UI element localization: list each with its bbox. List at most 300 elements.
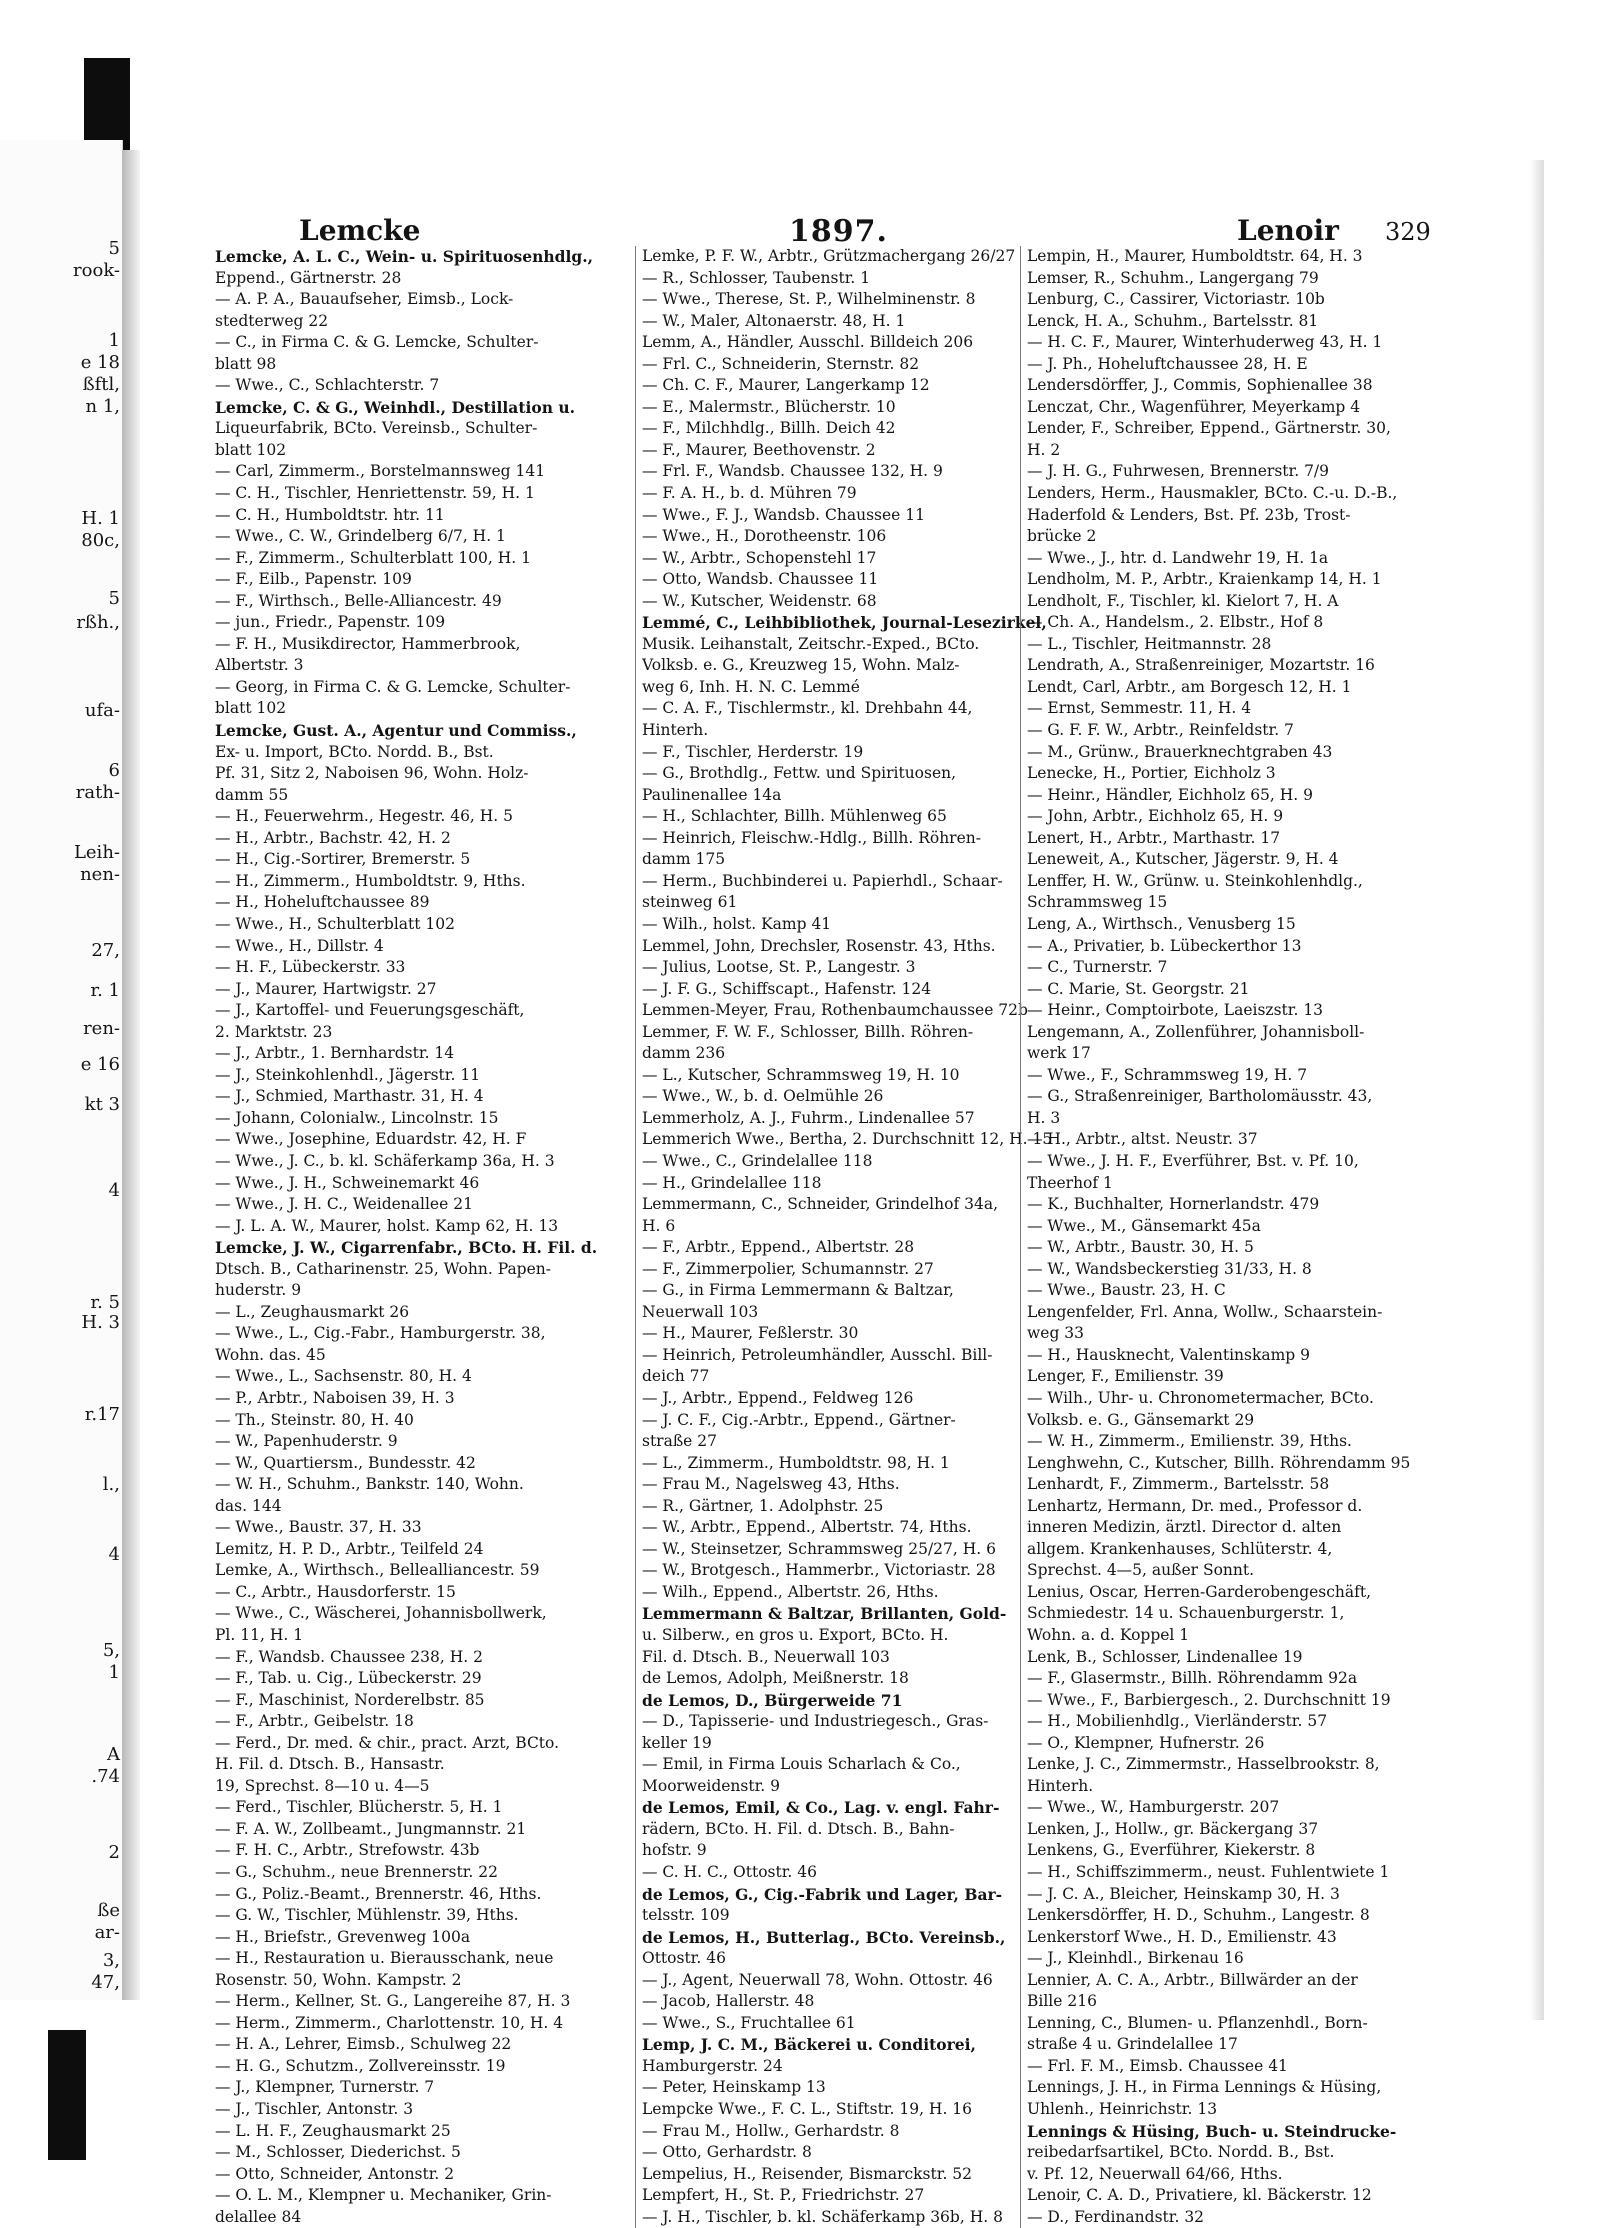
directory-entry: Lennier, A. C. A., Arbtr., Billwärder an der [1027, 1970, 1358, 1989]
directory-entry: — J., Klempner, Turnerstr. 7 [215, 2078, 435, 2097]
directory-entry: — J. L. A. W., Maurer, holst. Kamp 62, H. 13 [215, 1216, 559, 1235]
previous-page-fragment: 27, [91, 940, 120, 961]
directory-entry: H. Fil. d. Dtsch. B., Hansastr. [215, 1755, 445, 1774]
previous-page-fragment: ufa- [84, 700, 120, 721]
directory-entry: Lemmé, C., Leihbibliothek, Journal-Lesezirkel, [642, 613, 1047, 633]
directory-entry: Lenck, H. A., Schuhm., Bartelsstr. 81 [1027, 311, 1319, 330]
previous-page-fragment: 1 [108, 1662, 120, 1683]
directory-entry: Volksb. e. G., Kreuzweg 15, Wohn. Malz- [642, 656, 960, 675]
directory-entry: Lemke, A., Wirthsch., Bellealliancestr. 59 [215, 1561, 540, 1580]
directory-entry: — Wwe., F. J., Wandsb. Chaussee 11 [642, 505, 925, 524]
directory-entry: Lemmen-Meyer, Frau, Rothenbaumchaussee 72b [642, 1001, 1028, 1020]
directory-entry: Lenders, Herm., Hausmakler, BCto. C.-u. D.-B., [1027, 484, 1398, 503]
directory-entry: — F., Milchhdlg., Billh. Deich 42 [642, 419, 896, 438]
directory-entry: — Wwe., Baustr. 37, H. 33 [215, 1518, 422, 1537]
directory-entry: — H., Briefstr., Grevenweg 100a [215, 1927, 471, 1946]
directory-entry: — Wwe., H., Dorotheenstr. 106 [642, 527, 887, 546]
directory-entry: Volksb. e. G., Gänsemarkt 29 [1027, 1410, 1255, 1429]
previous-page-fragment: 5 [108, 588, 120, 609]
directory-entry: — Wwe., J. H. C., Weidenallee 21 [215, 1195, 473, 1214]
directory-entry: — Heinr., Comptoirbote, Laeiszstr. 13 [1027, 1001, 1324, 1020]
directory-entry: — D., Ferdinandstr. 32 [1027, 2207, 1205, 2226]
directory-entry: — Wwe., C., Schlachterstr. 7 [215, 376, 440, 395]
directory-entry: — F. A. W., Zollbeamt., Jungmannstr. 21 [215, 1819, 527, 1838]
directory-entry: — J. C. A., Bleicher, Heinskamp 30, H. 3 [1027, 1884, 1340, 1903]
directory-entry: Lemke, P. F. W., Arbtr., Grützmachergang 26/27 [642, 247, 1016, 265]
directory-entry: — J., Kleinhdl., Birkenau 16 [1027, 1949, 1244, 1968]
directory-entry: Leng, A., Wirthsch., Venusberg 15 [1027, 914, 1296, 933]
directory-entry: Wohn. a. d. Koppel 1 [1027, 1626, 1190, 1644]
directory-entry: — Ch. C. F., Maurer, Langerkamp 12 [642, 376, 930, 395]
previous-page-fragment: H. 3 [81, 1312, 120, 1333]
directory-entry: — Carl, Zimmerm., Borstelmannsweg 141 [215, 462, 546, 481]
directory-entry: Lenkerstorf Wwe., H. D., Emilienstr. 43 [1027, 1927, 1337, 1946]
directory-entry: — Wwe., M., Gänsemarkt 45a [1027, 1216, 1261, 1235]
directory-entry: — G., in Firma Lemmermann & Baltzar, [642, 1281, 954, 1300]
directory-entry: — Wwe., L., Sachsenstr. 80, H. 4 [215, 1367, 472, 1386]
directory-entry: de Lemos, Emil, & Co., Lag. v. engl. Fahr- [642, 1798, 1000, 1818]
directory-entry: — Ernst, Semmestr. 11, H. 4 [1027, 699, 1252, 718]
directory-entry: reibedarfsartikel, BCto. Nordd. B., Bst. [1027, 2143, 1335, 2162]
directory-entry: — R., Gärtner, 1. Adolphstr. 25 [642, 1496, 884, 1515]
directory-entry: — L., Kutscher, Schrammsweg 19, H. 10 [642, 1065, 960, 1084]
directory-entry: — A. P. A., Bauaufseher, Eimsb., Lock- [215, 290, 514, 309]
directory-entry: Lengemann, A., Zollenführer, Johannisboll- [1027, 1022, 1365, 1041]
directory-entry: Lenffer, H. W., Grünw. u. Steinkohlenhdlg., [1027, 871, 1363, 890]
directory-entry: — H., Restauration u. Bierausschank, neue [215, 1949, 554, 1968]
directory-entry: deich 77 [642, 1367, 710, 1386]
directory-entry: — Frau M., Nagelsweg 43, Hths. [642, 1475, 900, 1494]
directory-entry: Fil. d. Dtsch. B., Neuerwall 103 [642, 1647, 890, 1666]
directory-entry: — R., Schlosser, Taubenstr. 1 [642, 268, 871, 287]
directory-entry: — Peter, Heinskamp 13 [642, 2078, 826, 2097]
directory-entry: Pf. 31, Sitz 2, Naboisen 96, Wohn. Holz- [215, 764, 529, 783]
directory-entry: damm 175 [642, 850, 726, 869]
previous-page-fragment: r. 1 [90, 980, 120, 1001]
directory-entry: — Herm., Buchbinderei u. Papierhdl., Schaar- [642, 871, 1003, 890]
directory-entry: — F., Wirthsch., Belle-Alliancestr. 49 [215, 591, 502, 610]
directory-entry: Neuerwall 103 [642, 1302, 759, 1321]
directory-entry: — W., Brotgesch., Hammerbr., Victoriastr. 28 [642, 1561, 996, 1580]
directory-entry: — Wilh., holst. Kamp 41 [642, 914, 832, 933]
previous-page-fragment: rook- [73, 260, 120, 281]
directory-entry: blatt 102 [215, 699, 287, 718]
directory-entry: — F., Arbtr., Eppend., Albertstr. 28 [642, 1238, 915, 1257]
directory-entry: Haderfold & Lenders, Bst. Pf. 23b, Trost- [1027, 505, 1351, 524]
directory-entry: — Wwe., J. H. F., Everführer, Bst. v. Pf. 10, [1027, 1151, 1359, 1170]
directory-entry: — L., Zeughausmarkt 26 [215, 1302, 410, 1321]
directory-entry: — H., Arbtr., altst. Neustr. 37 [1027, 1130, 1258, 1149]
directory-entry: — Heinrich, Petroleumhändler, Ausschl. Bill- [642, 1345, 993, 1364]
directory-entry: Dtsch. B., Catharinenstr. 25, Wohn. Papen- [215, 1259, 551, 1278]
directory-entry: — H. F., Lübeckerstr. 33 [215, 958, 406, 977]
directory-entry: keller 19 [642, 1733, 712, 1752]
directory-entry: steinweg 61 [642, 893, 738, 912]
directory-entry: — H., Arbtr., Bachstr. 42, H. 2 [215, 828, 451, 847]
directory-entry: — Ferd., Dr. med. & chir., pract. Arzt, BCto. [215, 1733, 560, 1752]
previous-page-fragment: 4 [108, 1180, 120, 1201]
page-number: 329 [1385, 218, 1431, 246]
directory-entry: Lemitz, H. P. D., Arbtr., Teilfeld 24 [215, 1539, 484, 1558]
directory-entry: Lenhardt, F., Zimmerm., Bartelsstr. 58 [1027, 1475, 1330, 1494]
directory-entry: inneren Medizin, ärztl. Director d. alten [1027, 1518, 1342, 1537]
directory-entry: — W. H., Zimmerm., Emilienstr. 39, Hths. [1027, 1432, 1352, 1451]
directory-entry: Lemmel, John, Drechsler, Rosenstr. 43, Hths. [642, 936, 996, 955]
book-gutter [122, 150, 140, 2000]
directory-entry: — Wilh., Eppend., Albertstr. 26, Hths. [642, 1582, 939, 1601]
directory-entry: — F., Maschinist, Norderelbstr. 85 [215, 1690, 485, 1709]
directory-entry: — C. A. F., Tischlermstr., kl. Drehbahn 44, [642, 699, 973, 718]
directory-entry: — Wwe., H., Dillstr. 4 [215, 936, 384, 955]
previous-page-fragment: 80c, [81, 530, 120, 551]
previous-page-fragment: n 1, [85, 396, 120, 417]
directory-entry: — H. C. F., Maurer, Winterhuderweg 43, H. 1 [1027, 333, 1383, 352]
directory-entry: Lenhartz, Hermann, Dr. med., Professor d. [1027, 1496, 1363, 1515]
directory-entry: — Wwe., C., Wäscherei, Johannisbollwerk, [215, 1604, 547, 1623]
directory-entry: — F., Maurer, Beethovenstr. 2 [642, 440, 876, 459]
directory-entry: — J., Arbtr., 1. Bernhardstr. 14 [215, 1044, 455, 1063]
previous-page-fragment: Leih- [73, 842, 120, 863]
directory-entry: — W., Steinsetzer, Schrammsweg 25/27, H. 6 [642, 1539, 996, 1558]
directory-entry: — F., Wandsb. Chaussee 238, H. 2 [215, 1647, 483, 1666]
directory-entry: — W., Maler, Altonaerstr. 48, H. 1 [642, 311, 906, 330]
directory-entry: — C., in Firma C. & G. Lemcke, Schulter- [215, 333, 539, 352]
directory-entry: — J. C. F., Cig.-Arbtr., Eppend., Gärtner- [642, 1410, 956, 1429]
directory-entry: — J., Kartoffel- und Feuerungsgeschäft, [215, 1001, 525, 1020]
directory-column-2 [635, 246, 1052, 2228]
directory-entry: Lengenfelder, Frl. Anna, Wollw., Schaarstein- [1027, 1302, 1383, 1321]
directory-entry: — G. F. F. W., Arbtr., Reinfeldstr. 7 [1027, 721, 1294, 740]
directory-entry: Lenczat, Chr., Wagenführer, Meyerkamp 4 [1027, 397, 1361, 416]
directory-entry: — F., Zimmerm., Schulterblatt 100, H. 1 [215, 548, 531, 567]
directory-entry: hofstr. 9 [642, 1841, 707, 1860]
directory-entry: brücke 2 [1027, 527, 1097, 546]
directory-entry: Eppend., Gärtnerstr. 28 [215, 268, 402, 287]
directory-entry: delallee 84 [215, 2207, 302, 2226]
directory-entry: de Lemos, G., Cig.-Fabrik und Lager, Bar- [642, 1884, 1003, 1904]
directory-entry: — C., Turnerstr. 7 [1027, 958, 1168, 977]
directory-entry: — Heinr., Händler, Eichholz 65, H. 9 [1027, 785, 1314, 804]
previous-page-fragment: r.17 [84, 1404, 120, 1425]
directory-entry: Wohn. das. 45 [215, 1345, 326, 1364]
directory-entry: Lenius, Oscar, Herren-Garderobengeschäft, [1027, 1582, 1372, 1601]
previous-page-fragment: A [107, 1744, 120, 1765]
directory-entry: Bille 216 [1027, 1992, 1097, 2011]
directory-entry: — J., Arbtr., Eppend., Feldweg 126 [642, 1388, 914, 1407]
directory-entry: — Otto, Gerhardstr. 8 [642, 2143, 812, 2162]
directory-entry: Lenger, F., Emilienstr. 39 [1027, 1367, 1224, 1386]
directory-entry: Liqueurfabrik, BCto. Vereinsb., Schulter- [215, 419, 538, 438]
directory-entry: — P., Arbtr., Naboisen 39, H. 3 [215, 1388, 455, 1407]
directory-entry: Lemcke, J. W., Cigarrenfabr., BCto. H. Fil. d. [215, 1238, 598, 1258]
directory-entry: Lennings & Hüsing, Buch- u. Steindrucke- [1027, 2121, 1397, 2141]
directory-entry: Lendholm, M. P., Arbtr., Kraienkamp 14, H. 1 [1027, 570, 1382, 589]
directory-entry: — Herm., Zimmerm., Charlottenstr. 10, H. 4 [215, 2013, 564, 2032]
directory-entry: — Wwe., J., htr. d. Landwehr 19, H. 1a [1027, 548, 1329, 567]
directory-entry: Lempfert, H., St. P., Friedrichstr. 27 [642, 2186, 925, 2205]
directory-entry: — W., Quartiersm., Bundesstr. 42 [215, 1453, 476, 1472]
directory-entry: — Georg, in Firma C. & G. Lemcke, Schulter- [215, 677, 571, 696]
directory-entry: — F., Tischler, Herderstr. 19 [642, 742, 864, 761]
directory-entry: — W., Arbtr., Eppend., Albertstr. 74, Hths. [642, 1518, 972, 1537]
directory-entry: Lemser, R., Schuhm., Langergang 79 [1027, 268, 1319, 287]
directory-entry: — Otto, Wandsb. Chaussee 11 [642, 570, 879, 589]
previous-page-fragment: kt 3 [84, 1094, 120, 1115]
directory-entry: — Wwe., F., Schrammsweg 19, H. 7 [1027, 1065, 1308, 1084]
directory-entry: Lemcke, Gust. A., Agentur und Commiss., [215, 721, 577, 741]
previous-page-fragment: ren- [83, 1018, 120, 1039]
directory-entry: Paulinenallee 14a [642, 785, 782, 804]
directory-entry: — Wwe., H., Schulterblatt 102 [215, 914, 456, 933]
directory-entry: — H., Schiffszimmerm., neust. Fuhlentwiete 1 [1027, 1863, 1390, 1882]
directory-entry: — H., Mobilienhdlg., Vierländerstr. 57 [1027, 1712, 1328, 1731]
directory-entry: — G. W., Tischler, Mühlenstr. 39, Hths. [215, 1906, 519, 1925]
previous-page-fragment: 4 [108, 1544, 120, 1565]
directory-entry: — M., Grünw., Brauerknechtgraben 43 [1027, 742, 1333, 761]
directory-entry: — Julius, Lootse, St. P., Langestr. 3 [642, 958, 916, 977]
directory-entry: — Wwe., W., Hamburgerstr. 207 [1027, 1798, 1280, 1817]
directory-entry: — G., Straßenreiniger, Bartholomäusstr. 43, [1027, 1087, 1373, 1106]
directory-entry: — Jacob, Hallerstr. 48 [642, 1992, 815, 2011]
previous-page-fragment: rßh., [76, 612, 120, 633]
directory-entry: Lenburg, C., Cassirer, Victoriastr. 10b [1027, 290, 1325, 309]
directory-entry: Lendrath, A., Straßenreiniger, Mozartstr. 16 [1027, 656, 1375, 675]
directory-entry: — C. H., Humboldtstr. htr. 11 [215, 505, 445, 524]
previous-page-fragment: 5 [108, 238, 120, 259]
directory-entry: — H., Grindelallee 118 [642, 1173, 822, 1192]
directory-page [145, 150, 1530, 2226]
directory-entry: telsstr. 109 [642, 1906, 730, 1925]
directory-entry: Lenkersdörffer, H. D., Schuhm., Langestr. 8 [1027, 1906, 1370, 1925]
directory-entry: H. 2 [1027, 440, 1061, 459]
directory-entry: — L. H. F., Zeughausmarkt 25 [215, 2121, 451, 2140]
previous-page-fragment: e 18 [80, 352, 120, 373]
directory-entry: Lendholt, F., Tischler, kl. Kielort 7, H. A [1027, 591, 1339, 610]
previous-page-fragment: 2 [108, 1842, 120, 1863]
directory-entry: — G., Brothdlg., Fettw. und Spirituosen, [642, 764, 957, 783]
right-guide-word: Lenoir [1237, 214, 1339, 247]
previous-page-fragment: 5, [102, 1640, 120, 1661]
directory-entry: Schrammsweg 15 [1027, 893, 1168, 912]
directory-entry: — Frl. F., Wandsb. Chaussee 132, H. 9 [642, 462, 943, 481]
directory-entry: — F., Tab. u. Cig., Lübeckerstr. 29 [215, 1669, 482, 1688]
previous-page-fragment: 3, [102, 1950, 120, 1971]
directory-entry: — Frau M., Hollw., Gerhardstr. 8 [642, 2121, 900, 2140]
directory-entry: straße 4 u. Grindelallee 17 [1027, 2035, 1238, 2054]
directory-entry: de Lemos, H., Butterlag., BCto. Vereinsb., [642, 1927, 1006, 1947]
directory-entry: Albertstr. 3 [215, 656, 304, 675]
directory-entry: Lenke, J. C., Zimmermstr., Hasselbrookstr. 8, [1027, 1755, 1380, 1774]
previous-page-fragment: nen- [80, 864, 120, 885]
directory-entry: — H., Zimmerm., Humboldtstr. 9, Hths. [215, 871, 526, 890]
left-guide-word: Lemcke [299, 214, 421, 247]
directory-entry: — M., Schlosser, Diederichst. 5 [215, 2143, 461, 2162]
directory-entry: Lenecke, H., Portier, Eichholz 3 [1027, 764, 1276, 783]
directory-entry: Lenkens, G., Everführer, Kiekerstr. 8 [1027, 1841, 1316, 1860]
previous-page-fragment: l., [102, 1474, 120, 1495]
directory-entry: weg 6, Inh. H. N. C. Lemmé [642, 677, 860, 696]
directory-entry: werk 17 [1027, 1044, 1091, 1063]
previous-page-edge [0, 140, 123, 2000]
directory-entry: — H., Cig.-Sortirer, Bremerstr. 5 [215, 850, 471, 869]
directory-entry: Musik. Leihanstalt, Zeitschr.-Exped., BCto. [642, 634, 980, 653]
directory-entry: — J., Schmied, Marthastr. 31, H. 4 [215, 1087, 484, 1106]
directory-entry: blatt 98 [215, 354, 277, 373]
directory-entry: — L., Tischler, Heitmannstr. 28 [1027, 634, 1272, 653]
directory-entry: — C. H., Tischler, Henriettenstr. 59, H. 1 [215, 484, 535, 503]
scan-border-bottom [48, 2030, 86, 2160]
directory-entry: — H., Hoheluftchaussee 89 [215, 893, 430, 912]
directory-entry: v. Pf. 12, Neuerwall 64/66, Hths. [1027, 2164, 1283, 2183]
year-heading: 1897. [789, 214, 888, 249]
directory-entry: Lempelius, H., Reisender, Bismarckstr. 52 [642, 2164, 973, 2183]
directory-entry: — O. L. M., Klempner u. Mechaniker, Grin- [215, 2186, 552, 2205]
directory-entry: damm 236 [642, 1044, 726, 1063]
directory-entry: — G., Schuhm., neue Brennerstr. 22 [215, 1863, 498, 1882]
directory-entry: — Wwe., J. H., Schweinemarkt 46 [215, 1173, 480, 1192]
directory-entry: — W., Wandsbeckerstieg 31/33, H. 8 [1027, 1259, 1312, 1278]
directory-entry: Schmiedestr. 14 u. Schauenburgerstr. 1, [1027, 1604, 1345, 1623]
directory-entry: Hinterh. [642, 721, 709, 740]
directory-entry: Lender, F., Schreiber, Eppend., Gärtnerstr. 30, [1027, 419, 1391, 438]
directory-entry: — H., Hausknecht, Valentinskamp 9 [1027, 1345, 1311, 1364]
directory-entry: — H., Feuerwehrm., Hegestr. 46, H. 5 [215, 807, 514, 826]
directory-entry: Hinterh. [1027, 1776, 1094, 1795]
directory-entry: — W., Arbtr., Schopenstehl 17 [642, 548, 877, 567]
directory-entry: H. 6 [642, 1216, 676, 1235]
directory-entry: Lemmer, F. W. F., Schlosser, Billh. Röhren- [642, 1022, 974, 1041]
directory-entry: H. 3 [1027, 1108, 1061, 1127]
directory-entry: 19, Sprechst. 8—10 u. 4—5 [215, 1776, 430, 1795]
directory-entry: Lenoir, C. A. D., Privatiere, kl. Bäckerstr. 12 [1027, 2186, 1372, 2205]
directory-entry: u. Silberw., en gros u. Export, BCto. H. [642, 1626, 949, 1644]
directory-entry: das. 144 [215, 1496, 282, 1515]
directory-entry: — F., Glasermstr., Billh. Röhrendamm 92a [1027, 1669, 1358, 1688]
directory-entry: Lendt, Carl, Arbtr., am Borgesch 12, H. 1 [1027, 677, 1352, 696]
directory-entry: Lemmerholz, A. J., Fuhrm., Lindenallee 57 [642, 1108, 975, 1127]
directory-entry: de Lemos, D., Bürgerweide 71 [642, 1690, 903, 1710]
directory-entry: — Wwe., Therese, St. P., Wilhelminenstr. 8 [642, 290, 976, 309]
directory-entry: — O., Klempner, Hufnerstr. 26 [1027, 1733, 1265, 1752]
previous-page-fragment: rath- [75, 782, 120, 803]
directory-entry: Lempcke Wwe., F. C. L., Stiftstr. 19, H. 16 [642, 2100, 973, 2119]
directory-entry: — J. H. G., Fuhrwesen, Brennerstr. 7/9 [1027, 462, 1330, 481]
directory-entry: — Wwe., Josephine, Eduardstr. 42, H. F [215, 1130, 527, 1149]
directory-entry: — J., Tischler, Antonstr. 3 [215, 2100, 414, 2119]
directory-entry: Lemcke, A. L. C., Wein- u. Spirituosenhdlg., [215, 247, 594, 266]
directory-entry: — Wwe., W., b. d. Oelmühle 26 [642, 1087, 884, 1106]
directory-entry: — F. A. H., b. d. Mühren 79 [642, 484, 857, 503]
previous-page-fragment: H. 1 [81, 508, 120, 529]
directory-entry: — H. G., Schutzm., Zollvereinsstr. 19 [215, 2056, 506, 2075]
directory-entry: Lemm, A., Händler, Ausschl. Billdeich 206 [642, 333, 974, 352]
directory-entry: — J. Ph., Hoheluftchaussee 28, H. E [1027, 354, 1308, 373]
directory-entry: Lenghwehn, C., Kutscher, Billh. Röhrendamm 95 [1027, 1453, 1411, 1472]
directory-entry: Lemp, J. C. M., Bäckerei u. Conditorei, [642, 2035, 976, 2055]
directory-entry: blatt 102 [215, 440, 287, 459]
directory-entry: — F. H. C., Arbtr., Strefowstr. 43b [215, 1841, 480, 1860]
directory-entry: — Wwe., C., Grindelallee 118 [642, 1151, 873, 1170]
directory-entry: Lempin, H., Maurer, Humboldtstr. 64, H. 3 [1027, 247, 1363, 265]
directory-column-3 [1020, 246, 1467, 2228]
directory-entry: 2. Marktstr. 23 [215, 1022, 333, 1041]
directory-entry: — J. F. G., Schiffscapt., Hafenstr. 124 [642, 979, 932, 998]
directory-entry: — J., Steinkohlenhdl., Jägerstr. 11 [215, 1065, 481, 1084]
previous-page-fragment: 47, [91, 1972, 120, 1993]
directory-entry: huderstr. 9 [215, 1281, 302, 1300]
directory-entry: Rosenstr. 50, Wohn. Kampstr. 2 [215, 1970, 462, 1989]
directory-entry: — J. H., Tischler, b. kl. Schäferkamp 36b, H. 8 [642, 2207, 1003, 2226]
directory-entry: Uhlenh., Heinrichstr. 13 [1027, 2100, 1218, 2119]
directory-entry: — John, Arbtr., Eichholz 65, H. 9 [1027, 807, 1284, 826]
directory-entry: — W., Arbtr., Baustr. 30, H. 5 [1027, 1238, 1254, 1257]
directory-entry: Lemmermann & Baltzar, Brillanten, Gold- [642, 1604, 1007, 1624]
directory-entry: — Heinrich, Fleischw.-Hdlg., Billh. Röhren- [642, 828, 981, 847]
directory-entry: Leneweit, A., Kutscher, Jägerstr. 9, H. 4 [1027, 850, 1339, 869]
directory-entry: — A., Privatier, b. Lübeckerthor 13 [1027, 936, 1302, 955]
directory-entry: — F., Zimmerpolier, Schumannstr. 27 [642, 1259, 934, 1278]
directory-entry: — W. H., Schuhm., Bankstr. 140, Wohn. [215, 1475, 524, 1494]
directory-entry: — C. H. C., Ottostr. 46 [642, 1863, 818, 1882]
directory-entry: Lenning, C., Blumen- u. Pflanzenhdl., Born- [1027, 2013, 1368, 2032]
page-edge-shadow [1530, 160, 1544, 2020]
directory-entry: — Wwe., C. W., Grindelberg 6/7, H. 1 [215, 527, 506, 546]
directory-entry: Theerhof 1 [1027, 1173, 1113, 1192]
directory-entry: straße 27 [642, 1432, 718, 1451]
directory-entry: — jun., Friedr., Papenstr. 109 [215, 613, 446, 632]
directory-entry: — H., Schlachter, Billh. Mühlenweg 65 [642, 807, 947, 826]
directory-entry: Lemmerich Wwe., Bertha, 2. Durchschnitt 12, H. 15 [642, 1130, 1052, 1149]
directory-entry: Lenken, J., Hollw., gr. Bäckergang 37 [1027, 1819, 1319, 1838]
directory-entry: — Otto, Schneider, Antonstr. 2 [215, 2164, 455, 2183]
directory-entry: — F. H., Musikdirector, Hammerbrook, [215, 634, 521, 653]
directory-entry: Moorweidenstr. 9 [642, 1776, 781, 1795]
directory-entry: — Wilh., Uhr- u. Chronometermacher, BCto. [1027, 1388, 1374, 1407]
directory-entry: — G., Poliz.-Beamt., Brennerstr. 46, Hths. [215, 1884, 542, 1903]
directory-entry: — L., Zimmerm., Humboldtstr. 98, H. 1 [642, 1453, 950, 1472]
previous-page-fragment: .74 [91, 1766, 120, 1787]
directory-entry: — J., Maurer, Hartwigstr. 27 [215, 979, 437, 998]
directory-entry: stedterweg 22 [215, 311, 329, 330]
directory-entry: — Ch. A., Handelsm., 2. Elbstr., Hof 8 [1027, 613, 1324, 632]
directory-entry: damm 55 [215, 785, 289, 804]
directory-entry: — Herm., Kellner, St. G., Langereihe 87, H. 3 [215, 1992, 571, 2011]
previous-page-fragment: r. 5 [90, 1292, 120, 1313]
directory-entry: weg 33 [1027, 1324, 1085, 1343]
directory-entry: — H. A., Lehrer, Eimsb., Schulweg 22 [215, 2035, 512, 2054]
directory-entry: rädern, BCto. H. Fil. d. Dtsch. B., Bahn- [642, 1819, 955, 1838]
directory-entry: — H., Maurer, Feßlerstr. 30 [642, 1324, 859, 1343]
directory-entry: — Th., Steinstr. 80, H. 40 [215, 1410, 414, 1429]
directory-entry: — Frl. F. M., Eimsb. Chaussee 41 [1027, 2056, 1288, 2075]
directory-entry: Ottostr. 46 [642, 1949, 726, 1968]
directory-entry: — Ferd., Tischler, Blücherstr. 5, H. 1 [215, 1798, 503, 1817]
directory-entry: — Emil, in Firma Louis Scharlach & Co., [642, 1755, 961, 1774]
previous-page-fragment: 6 [108, 760, 120, 781]
directory-entry: — C., Arbtr., Hausdorferstr. 15 [215, 1582, 456, 1601]
directory-entry: — J., Agent, Neuerwall 78, Wohn. Ottostr. 46 [642, 1970, 993, 1989]
directory-entry: Sprechst. 4—5, außer Sonnt. [1027, 1561, 1255, 1580]
previous-page-fragment: e 16 [80, 1054, 120, 1075]
directory-entry: — Wwe., S., Fruchtallee 61 [642, 2013, 856, 2032]
directory-entry: — Wwe., F., Barbiergesch., 2. Durchschnitt 19 [1027, 1690, 1391, 1709]
directory-entry: — Johann, Colonialw., Lincolnstr. 15 [215, 1108, 499, 1127]
directory-entry: — F., Arbtr., Geibelstr. 18 [215, 1712, 414, 1731]
directory-entry: Lemcke, C. & G., Weinhdl., Destillation u. [215, 397, 576, 417]
directory-entry: — W., Kutscher, Weidenstr. 68 [642, 591, 877, 610]
directory-entry: Lemmermann, C., Schneider, Grindelhof 34a, [642, 1195, 998, 1214]
previous-page-fragment: ßftl, [82, 374, 120, 395]
